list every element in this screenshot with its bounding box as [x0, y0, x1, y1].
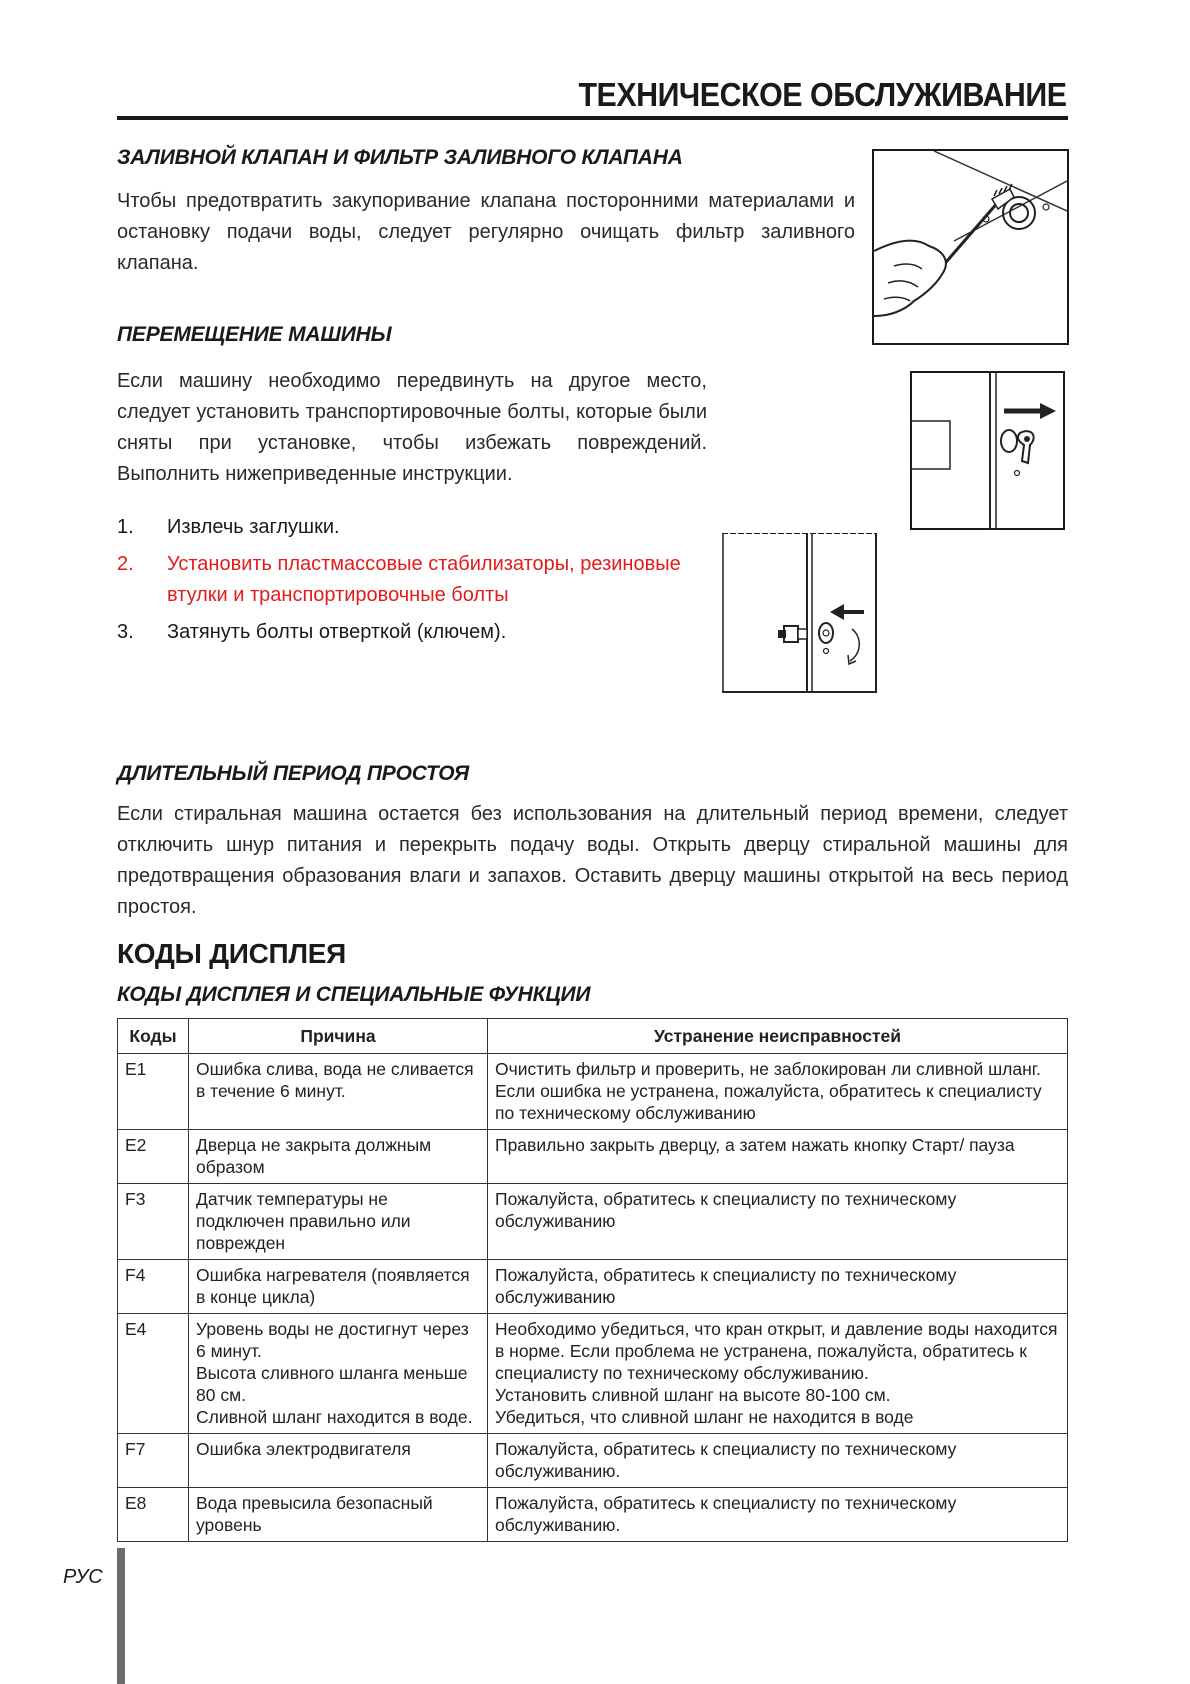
fix-cell: Пожалуйста, обратитесь к специалисту по техническому обслуживанию: [488, 1260, 1068, 1314]
cause-cell: Датчик температуры не подключен правильно или поврежден: [189, 1184, 488, 1260]
step-number: 1.: [117, 516, 134, 538]
list-item: [117, 512, 707, 543]
step-text: Извлечь заглушки.: [167, 516, 340, 538]
moving-heading: ПЕРЕМЕЩЕНИЕ МАШИНЫ: [117, 323, 392, 346]
table-row: [118, 1260, 1068, 1314]
moving-text: Если машину необходимо передвинуть на другое место, следует установить транспортировочные болты, которые были сняты при установке, чтобы избежать повреждений. Выполнить нижеприведенные инструкции.: [117, 370, 707, 485]
code-cell: E2: [118, 1130, 189, 1184]
valve-heading: ЗАЛИВНОЙ КЛАПАН И ФИЛЬТР ЗАЛИВНОГО КЛАПАНА: [117, 146, 683, 169]
bolt-installation-illustration: [722, 533, 877, 693]
valve-text: Чтобы предотвратить закупоривание клапана посторонними материалами и остановку подачи воды, следует регулярно очищать фильтр заливного клапана.: [117, 190, 855, 274]
cause-cell: Уровень воды не достигнут через 6 минут. Высота сливного шланга меньше 80 см. Сливной шланг находится в воде.: [189, 1314, 488, 1434]
table-header-row: [118, 1019, 1068, 1054]
fix-cell: Пожалуйста, обратитесь к специалисту по техническому обслуживанию.: [488, 1488, 1068, 1542]
step-text: Установить пластмассовые стабилизаторы, резиновые втулки и транспортировочные болты: [167, 553, 681, 606]
column-header-codes: Коды: [118, 1019, 189, 1054]
step-number: 2.: [117, 553, 134, 575]
code-cell: E1: [118, 1054, 189, 1130]
table-row: [118, 1488, 1068, 1542]
fix-cell: Пожалуйста, обратитесь к специалисту по техническому обслуживанию: [488, 1184, 1068, 1260]
codes-subheading: КОДЫ ДИСПЛЕЯ И СПЕЦИАЛЬНЫЕ ФУНКЦИИ: [117, 983, 591, 1006]
idle-text: Если стиральная машина остается без использования на длительный период времени, следует отключить шнур питания и перекрыть подачу воды. Открыть дверцу стиральной машины для предотвращения образования влаги и запахов. Оставить дверцу машины открытой на весь период простоя.: [117, 803, 1068, 918]
cause-cell: Ошибка электродвигателя: [189, 1434, 488, 1488]
code-cell: F7: [118, 1434, 189, 1488]
fix-cell: Правильно закрыть дверцу, а затем нажать кнопку Старт/ пауза: [488, 1130, 1068, 1184]
language-label: РУС: [63, 1566, 103, 1588]
code-cell: F3: [118, 1184, 189, 1260]
column-header-cause: Причина: [189, 1019, 488, 1054]
footer-bar: [117, 1548, 125, 1684]
step-number: 3.: [117, 621, 134, 643]
plug-removal-illustration: [910, 371, 1065, 530]
list-item: [117, 549, 707, 611]
code-cell: F4: [118, 1260, 189, 1314]
table-row: [118, 1434, 1068, 1488]
list-item: [117, 617, 707, 648]
fix-cell: Пожалуйста, обратитесь к специалисту по техническому обслуживанию.: [488, 1434, 1068, 1488]
idle-heading: ДЛИТЕЛЬНЫЙ ПЕРИОД ПРОСТОЯ: [117, 762, 469, 785]
column-header-fix: Устранение неисправностей: [488, 1019, 1068, 1054]
moving-steps-list: [117, 512, 707, 654]
table-row: [118, 1314, 1068, 1434]
fix-cell: Необходимо убедиться, что кран открыт, и давление воды находится в норме. Если проблема не устранена, пожалуйста, обратитесь к специалисту по техническому обслуживанию. Установить сливной шланг на высоте 80-100 см. Убедиться, что сливной шланг не находится в воде: [488, 1314, 1068, 1434]
fix-cell: Очистить фильтр и проверить, не заблокирован ли сливной шланг. Если ошибка не устранена, пожалуйста, обратитесь к специалисту по техническому обслуживанию: [488, 1054, 1068, 1130]
page-title: ТЕХНИЧЕСКОЕ ОБСЛУЖИВАНИЕ: [578, 76, 1067, 113]
cause-cell: Вода превысила безопасный уровень: [189, 1488, 488, 1542]
table-row: [118, 1184, 1068, 1260]
cause-cell: Дверца не закрыта должным образом: [189, 1130, 488, 1184]
cause-cell: Ошибка нагревателя (появляется в конце цикла): [189, 1260, 488, 1314]
table-row: [118, 1054, 1068, 1130]
code-cell: E8: [118, 1488, 189, 1542]
cause-cell: Ошибка слива, вода не сливается в течение 6 минут.: [189, 1054, 488, 1130]
step-text: Затянуть болты отверткой (ключем).: [167, 621, 507, 643]
table-row: [118, 1130, 1068, 1184]
display-codes-table: [117, 1018, 1068, 1542]
code-cell: E4: [118, 1314, 189, 1434]
valve-cleaning-illustration: [872, 149, 1069, 345]
codes-heading: КОДЫ ДИСПЛЕЯ: [117, 938, 346, 969]
title-rule: [117, 116, 1068, 120]
